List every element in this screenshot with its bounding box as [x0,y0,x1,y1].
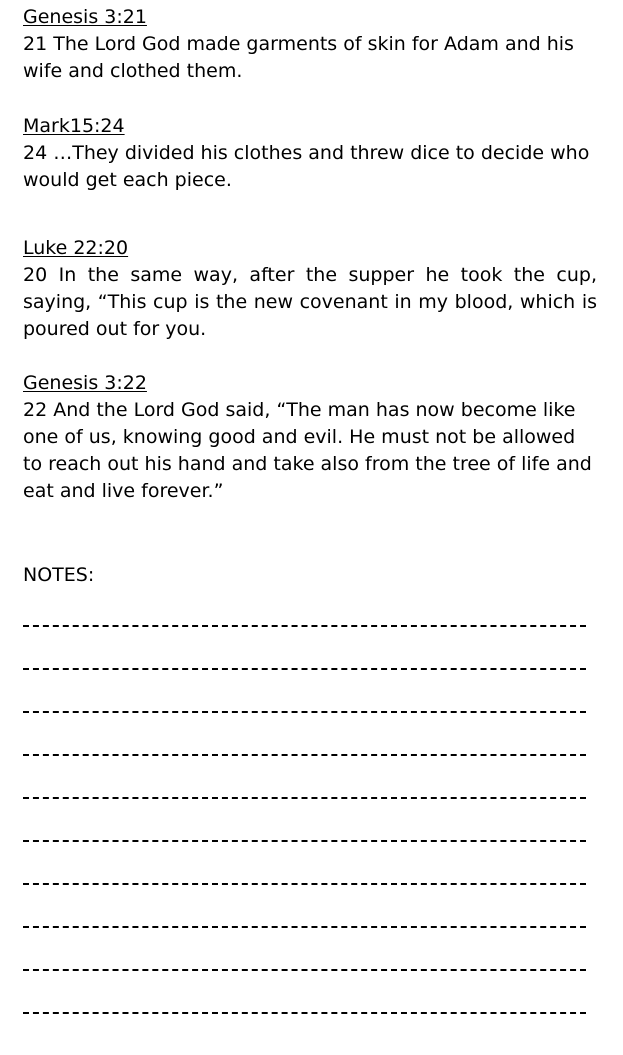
notes-label: NOTES: [23,564,95,586]
note-line[interactable] [23,883,586,887]
note-line[interactable] [23,625,586,629]
passage-reference: Genesis 3:21 [23,6,147,28]
note-line[interactable] [23,797,586,801]
passage-reference: Mark15:24 [23,115,125,137]
passage-reference: Luke 22:20 [23,237,129,259]
note-line[interactable] [23,1012,586,1016]
passage-text: 22 And the Lord God said, “The man has now become like one of us, knowing good and evil. He must not be allowed to reach out his hand and take also from the tree of life and eat and live forever.” [23,399,592,502]
passage-text: 20 In the same way, after the supper he took the cup, saying, “This cup is the new covenant in my blood, which is poured out for you. [23,264,597,340]
note-line[interactable] [23,711,586,715]
passage-text: 21 The Lord God made garments of skin for Adam and his wife and clothed them. [23,33,574,82]
note-line[interactable] [23,926,586,930]
notes-lines [23,625,586,1055]
note-line[interactable] [23,840,586,844]
passage-text: 24 …They divided his clothes and threw dice to decide who would get each piece. [23,142,590,191]
passage-mark-15-24 [23,113,597,194]
note-line[interactable] [23,754,586,758]
passage-genesis-3-21 [23,4,597,85]
passage-genesis-3-22 [23,370,597,505]
passage-luke-22-20 [23,235,597,343]
note-line[interactable] [23,969,586,973]
note-line[interactable] [23,668,586,672]
passage-reference: Genesis 3:22 [23,372,147,394]
